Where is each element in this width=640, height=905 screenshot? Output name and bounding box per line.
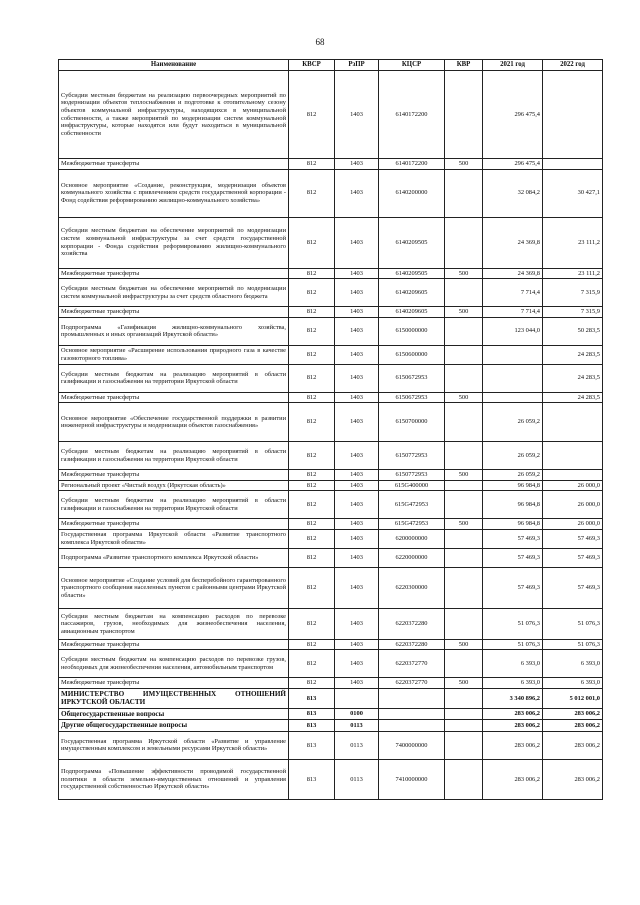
row-2022 <box>543 71 603 159</box>
row-rzpr: 1403 <box>335 71 379 159</box>
row-2022: 51 076,3 <box>543 639 603 650</box>
row-kvr <box>445 491 483 519</box>
header-2022: 2022 год <box>543 60 603 71</box>
row-kvsr: 812 <box>289 317 335 345</box>
table-row <box>59 470 603 481</box>
row-2022: 24 283,5 <box>543 345 603 364</box>
row-name: Межбюджетные трансферты <box>59 678 289 689</box>
row-rzpr: 1403 <box>335 217 379 268</box>
table-row <box>59 169 603 217</box>
row-kvsr: 812 <box>289 567 335 608</box>
row-kvsr: 812 <box>289 529 335 548</box>
row-name: Субсидии местным бюджетам на реализацию мероприятий в области газификации и газоснабжения на территории Иркутской области <box>59 442 289 470</box>
row-name: Государственная программа Иркутской области «Развитие и управление имущественным комплексом и земельными ресурсами Иркутской области» <box>59 731 289 759</box>
table-body <box>59 71 603 800</box>
table-row <box>59 759 603 799</box>
row-2022: 283 006,2 <box>543 759 603 799</box>
table-row <box>59 650 603 678</box>
row-kvsr: 812 <box>289 639 335 650</box>
row-kvr <box>445 480 483 491</box>
row-kvr: 500 <box>445 470 483 481</box>
row-kvsr: 813 <box>289 759 335 799</box>
row-2022: 6 393,0 <box>543 678 603 689</box>
row-name: Субсидии местным бюджетам на компенсацию расходов по перевозке пассажиров, грузов, необходимых для жизнеобеспечения населения, авиационным транспортом <box>59 608 289 639</box>
table-row <box>59 720 603 731</box>
row-name: Межбюджетные трансферты <box>59 519 289 530</box>
row-rzpr: 1403 <box>335 159 379 170</box>
row-rzpr: 0100 <box>335 708 379 719</box>
row-rzpr: 1403 <box>335 548 379 567</box>
row-rzpr: 1403 <box>335 470 379 481</box>
row-rzpr: 1403 <box>335 392 379 403</box>
table-row <box>59 217 603 268</box>
budget-table <box>58 59 603 800</box>
row-kcsr: 615G472953 <box>379 491 445 519</box>
row-kcsr: 6200000000 <box>379 529 445 548</box>
table-row <box>59 403 603 442</box>
row-kvr: 500 <box>445 519 483 530</box>
row-2021: 3 340 896,2 <box>483 688 543 708</box>
row-kvr <box>445 529 483 548</box>
row-kcsr: 6220372280 <box>379 639 445 650</box>
row-kvsr: 812 <box>289 608 335 639</box>
row-rzpr: 1403 <box>335 491 379 519</box>
row-kvr: 500 <box>445 639 483 650</box>
row-2022 <box>543 442 603 470</box>
row-kcsr: 6140209505 <box>379 217 445 268</box>
row-kvr: 500 <box>445 268 483 279</box>
row-kvr <box>445 345 483 364</box>
row-2021: 24 369,8 <box>483 217 543 268</box>
row-kcsr: 6140200000 <box>379 169 445 217</box>
row-kcsr <box>379 720 445 731</box>
row-kvr <box>445 650 483 678</box>
table-row <box>59 491 603 519</box>
row-kvr <box>445 548 483 567</box>
row-kvsr: 812 <box>289 217 335 268</box>
table-row <box>59 159 603 170</box>
row-kcsr: 6150672953 <box>379 392 445 403</box>
row-rzpr: 1403 <box>335 567 379 608</box>
row-2022: 26 000,0 <box>543 480 603 491</box>
row-2021 <box>483 392 543 403</box>
row-kcsr: 6220300000 <box>379 567 445 608</box>
row-kvr <box>445 71 483 159</box>
row-kcsr <box>379 688 445 708</box>
row-kvsr: 812 <box>289 403 335 442</box>
row-kvr <box>445 403 483 442</box>
row-rzpr: 1403 <box>335 650 379 678</box>
row-kcsr: 6150600000 <box>379 345 445 364</box>
row-2022: 50 283,5 <box>543 317 603 345</box>
row-2022 <box>543 159 603 170</box>
row-2022: 5 012 001,0 <box>543 688 603 708</box>
table-row <box>59 307 603 318</box>
header-2021: 2021 год <box>483 60 543 71</box>
row-kvr <box>445 759 483 799</box>
row-2022: 24 283,5 <box>543 392 603 403</box>
row-kcsr: 6220372770 <box>379 678 445 689</box>
row-kvr <box>445 279 483 307</box>
row-name: Основное мероприятие «Обеспечение государственной поддержки в развитии инженерной инфраструктуры и модернизации объектов газоснабжения» <box>59 403 289 442</box>
row-name: Межбюджетные трансферты <box>59 639 289 650</box>
table-row <box>59 279 603 307</box>
row-name: Общегосударственные вопросы <box>59 708 289 719</box>
row-kvr: 500 <box>445 392 483 403</box>
row-name: Субсидии местным бюджетам на обеспечение мероприятий по модернизации систем коммунальной инфраструктуры за счет средств областного бюджета <box>59 279 289 307</box>
row-2022 <box>543 470 603 481</box>
row-name: Межбюджетные трансферты <box>59 268 289 279</box>
row-2022: 6 393,0 <box>543 650 603 678</box>
table-row <box>59 519 603 530</box>
row-kvsr: 812 <box>289 71 335 159</box>
table-row <box>59 608 603 639</box>
row-kvr <box>445 317 483 345</box>
row-name: Субсидии местным бюджетам на реализацию мероприятий в области газификации и газоснабжения на территории Иркутской области <box>59 364 289 392</box>
table-row <box>59 678 603 689</box>
table-row <box>59 345 603 364</box>
row-name: Межбюджетные трансферты <box>59 470 289 481</box>
row-rzpr: 1403 <box>335 403 379 442</box>
row-kvsr: 812 <box>289 470 335 481</box>
row-kvr <box>445 731 483 759</box>
row-rzpr: 1403 <box>335 519 379 530</box>
row-2021: 26 059,2 <box>483 470 543 481</box>
row-name: Другие общегосударственные вопросы <box>59 720 289 731</box>
row-kvr <box>445 708 483 719</box>
row-kvsr: 812 <box>289 442 335 470</box>
row-2022: 57 469,3 <box>543 548 603 567</box>
row-2021: 24 369,8 <box>483 268 543 279</box>
row-kvsr: 813 <box>289 731 335 759</box>
row-kvsr: 812 <box>289 268 335 279</box>
row-kvsr: 813 <box>289 708 335 719</box>
row-2021: 6 393,0 <box>483 650 543 678</box>
row-name: Субсидии местным бюджетам на обеспечение мероприятий по модернизации систем коммунальной инфраструктуры за счет средств государственной корпорации - Фонда содействия реформированию жилищно-коммунального хозяйства <box>59 217 289 268</box>
table-header <box>59 60 603 71</box>
row-2021: 26 059,2 <box>483 403 543 442</box>
row-2021: 32 084,2 <box>483 169 543 217</box>
row-2022: 24 283,5 <box>543 364 603 392</box>
row-2021: 96 984,8 <box>483 519 543 530</box>
row-kcsr: 615G400000 <box>379 480 445 491</box>
row-2022 <box>543 403 603 442</box>
header-kcsr: КЦСР <box>379 60 445 71</box>
row-name: Межбюджетные трансферты <box>59 159 289 170</box>
row-rzpr: 1403 <box>335 442 379 470</box>
table-row <box>59 708 603 719</box>
header-kvsr: КВСР <box>289 60 335 71</box>
row-2022: 23 111,2 <box>543 268 603 279</box>
row-name: Межбюджетные трансферты <box>59 307 289 318</box>
table-row <box>59 442 603 470</box>
row-2021: 26 059,2 <box>483 442 543 470</box>
row-rzpr: 1403 <box>335 608 379 639</box>
row-2021 <box>483 345 543 364</box>
row-name: Региональный проект «Чистый воздух (Иркутская область)» <box>59 480 289 491</box>
row-2021: 96 984,8 <box>483 491 543 519</box>
row-rzpr: 1403 <box>335 639 379 650</box>
row-rzpr: 0113 <box>335 731 379 759</box>
row-2021: 51 076,3 <box>483 639 543 650</box>
row-name: Подпрограмма «Развитие транспортного комплекса Иркутской области» <box>59 548 289 567</box>
row-kvr: 500 <box>445 678 483 689</box>
row-rzpr: 1403 <box>335 268 379 279</box>
row-2021: 57 469,3 <box>483 529 543 548</box>
row-kvsr: 812 <box>289 159 335 170</box>
table-row <box>59 317 603 345</box>
row-2021: 123 044,0 <box>483 317 543 345</box>
header-rzpr: РзПР <box>335 60 379 71</box>
row-2021: 283 006,2 <box>483 731 543 759</box>
row-rzpr: 0113 <box>335 759 379 799</box>
row-kcsr: 6140172200 <box>379 159 445 170</box>
row-rzpr: 1403 <box>335 364 379 392</box>
row-kvsr: 812 <box>289 392 335 403</box>
header-kvr: КВР <box>445 60 483 71</box>
row-2021: 296 475,4 <box>483 71 543 159</box>
row-name: Основное мероприятие «Создание условий для бесперебойного гарантированного транспортного сообщения населенных пунктов с районными центрами Иркутской области» <box>59 567 289 608</box>
row-2022: 57 469,3 <box>543 567 603 608</box>
row-2022: 7 315,9 <box>543 307 603 318</box>
row-kcsr: 6150772953 <box>379 470 445 481</box>
table-row <box>59 567 603 608</box>
row-rzpr: 1403 <box>335 678 379 689</box>
row-2021: 96 984,8 <box>483 480 543 491</box>
row-kvr <box>445 217 483 268</box>
row-kcsr: 6150000000 <box>379 317 445 345</box>
row-rzpr: 1403 <box>335 480 379 491</box>
row-kvr <box>445 169 483 217</box>
row-kvsr: 812 <box>289 650 335 678</box>
row-kvsr: 812 <box>289 345 335 364</box>
table-row <box>59 392 603 403</box>
row-kvr <box>445 567 483 608</box>
row-kvr: 500 <box>445 159 483 170</box>
table-row <box>59 364 603 392</box>
row-2022: 26 000,0 <box>543 519 603 530</box>
row-2022: 283 006,2 <box>543 731 603 759</box>
row-name: Подпрограмма «Газификация жилищно-коммунального хозяйства, промышленных и иных организаций Иркутской области» <box>59 317 289 345</box>
page-number: 68 <box>315 37 325 47</box>
row-name: Субсидии местным бюджетам на реализацию первоочередных мероприятий по модернизации объектов теплоснабжения и подготовке к отопительному сезону объектов коммунальной инфраструктуры, находящихся в муниципальной собственности, а также мероприятий по модернизации систем коммунальной инфраструктуры, которые находятся или будут находиться в муниципальной собственности <box>59 71 289 159</box>
row-kvsr: 813 <box>289 720 335 731</box>
row-2022: 26 000,0 <box>543 491 603 519</box>
row-kvr <box>445 364 483 392</box>
row-2021: 57 469,3 <box>483 567 543 608</box>
row-kcsr: 6140209605 <box>379 279 445 307</box>
row-kvsr: 813 <box>289 688 335 708</box>
row-kvsr: 812 <box>289 548 335 567</box>
row-2021: 57 469,3 <box>483 548 543 567</box>
row-kvr <box>445 720 483 731</box>
row-2021 <box>483 364 543 392</box>
table-row <box>59 731 603 759</box>
row-name: Основное мероприятие «Расширение использования природного газа в качестве газомоторного топлива» <box>59 345 289 364</box>
row-rzpr <box>335 688 379 708</box>
row-name: Субсидии местным бюджетам на реализацию мероприятий в области газификации и газоснабжения на территории Иркутской области <box>59 491 289 519</box>
row-2022: 30 427,1 <box>543 169 603 217</box>
row-kcsr: 7410000000 <box>379 759 445 799</box>
row-2021: 283 006,2 <box>483 708 543 719</box>
row-kcsr: 6220372770 <box>379 650 445 678</box>
row-name: Государственная программа Иркутской области «Развитие транспортного комплекса Иркутской области» <box>59 529 289 548</box>
row-kcsr: 6220000000 <box>379 548 445 567</box>
row-2022: 7 315,9 <box>543 279 603 307</box>
row-kcsr: 615G472953 <box>379 519 445 530</box>
row-name: Основное мероприятие «Создание, реконструкция, модернизация объектов коммунального хозяйства с привлечением средств государственной корпорации - Фонд содействия реформированию жилищно-коммунального хозяйства» <box>59 169 289 217</box>
row-kcsr <box>379 708 445 719</box>
row-2021: 283 006,2 <box>483 759 543 799</box>
row-kcsr: 6140209505 <box>379 268 445 279</box>
row-kvsr: 812 <box>289 678 335 689</box>
row-kvsr: 812 <box>289 480 335 491</box>
row-rzpr: 1403 <box>335 279 379 307</box>
row-2022: 57 469,3 <box>543 529 603 548</box>
row-rzpr: 1403 <box>335 169 379 217</box>
row-name: МИНИСТЕРСТВО ИМУЩЕСТВЕННЫХ ОТНОШЕНИЙ ИРКУТСКОЙ ОБЛАСТИ <box>59 688 289 708</box>
row-kvsr: 812 <box>289 307 335 318</box>
row-rzpr: 1403 <box>335 529 379 548</box>
row-kvsr: 812 <box>289 279 335 307</box>
table-row <box>59 639 603 650</box>
row-kvsr: 812 <box>289 491 335 519</box>
row-kcsr: 6150700000 <box>379 403 445 442</box>
row-kvsr: 812 <box>289 169 335 217</box>
table-row <box>59 480 603 491</box>
row-kcsr: 6140172200 <box>379 71 445 159</box>
row-name: Подпрограмма «Повышение эффективности проводимой государственной политики в области земельно-имущественных отношений и управления государственной собственностью Иркутской области» <box>59 759 289 799</box>
row-2021: 283 006,2 <box>483 720 543 731</box>
row-kvr <box>445 442 483 470</box>
row-name: Субсидии местным бюджетам на компенсацию расходов по перевозке грузов, необходимых для жизнеобеспечения населения, автомобильным транспортом <box>59 650 289 678</box>
row-rzpr: 1403 <box>335 345 379 364</box>
row-kvsr: 812 <box>289 519 335 530</box>
row-2022: 283 006,2 <box>543 708 603 719</box>
row-2021: 51 076,3 <box>483 608 543 639</box>
table-row <box>59 268 603 279</box>
row-2022: 283 006,2 <box>543 720 603 731</box>
row-2021: 7 714,4 <box>483 307 543 318</box>
row-rzpr: 0113 <box>335 720 379 731</box>
row-rzpr: 1403 <box>335 317 379 345</box>
row-kvr: 500 <box>445 307 483 318</box>
table-row <box>59 548 603 567</box>
row-2021: 296 475,4 <box>483 159 543 170</box>
row-kvr <box>445 608 483 639</box>
table-row <box>59 71 603 159</box>
row-kvr <box>445 688 483 708</box>
row-kcsr: 7400000000 <box>379 731 445 759</box>
table-row <box>59 529 603 548</box>
row-kcsr: 6150772953 <box>379 442 445 470</box>
row-2022: 51 076,3 <box>543 608 603 639</box>
row-kcsr: 6150672953 <box>379 364 445 392</box>
row-kvsr: 812 <box>289 364 335 392</box>
header-name: Наименование <box>59 60 289 71</box>
row-kcsr: 6140209605 <box>379 307 445 318</box>
row-2021: 6 393,0 <box>483 678 543 689</box>
row-2021: 7 714,4 <box>483 279 543 307</box>
row-name: Межбюджетные трансферты <box>59 392 289 403</box>
row-kcsr: 6220372280 <box>379 608 445 639</box>
row-rzpr: 1403 <box>335 307 379 318</box>
table-row <box>59 688 603 708</box>
row-2022: 23 111,2 <box>543 217 603 268</box>
